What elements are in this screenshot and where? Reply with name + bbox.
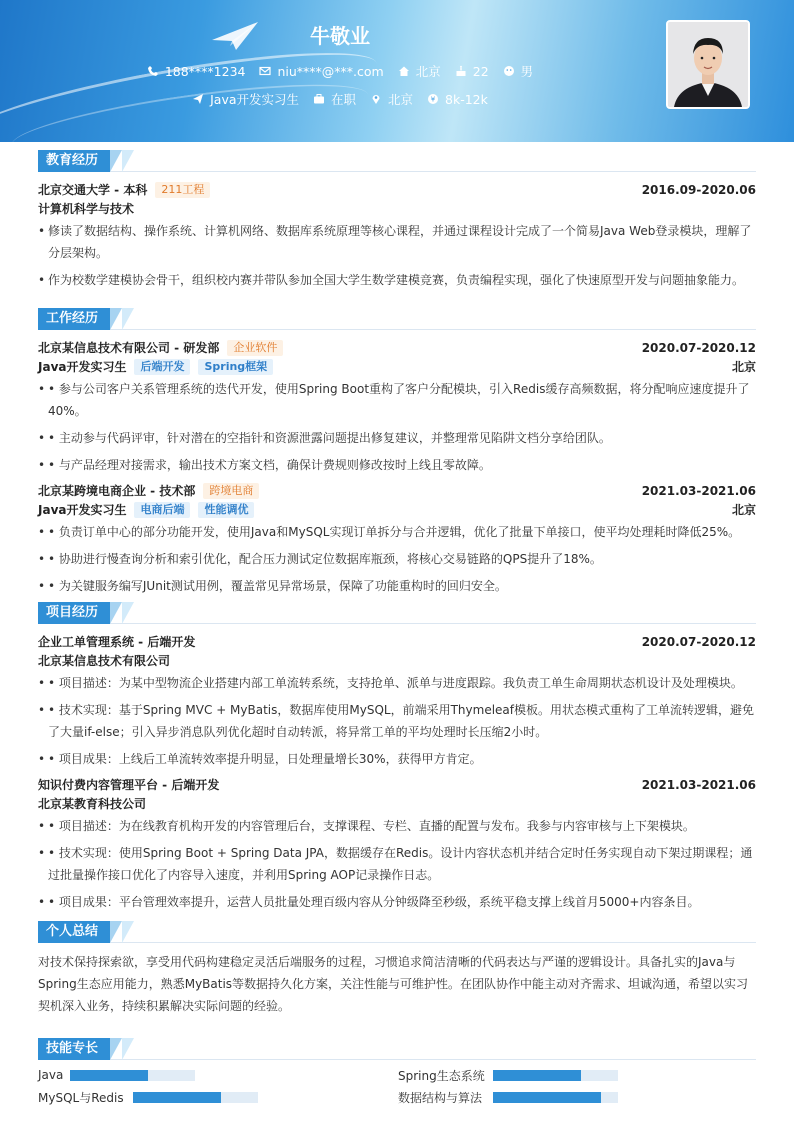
skill-bar [133, 1092, 258, 1103]
home-text: 北京 [415, 64, 441, 79]
avatar [668, 22, 748, 107]
project-date: 2021.03-2021.06 [641, 777, 756, 792]
company-name: 北京某信息技术有限公司 - 研发部 [38, 341, 220, 355]
project-bullets [38, 815, 756, 913]
skill-bar-fill [70, 1070, 148, 1081]
project-name-row [38, 632, 756, 651]
skill-bar [70, 1070, 195, 1081]
project-entry [38, 775, 756, 913]
skill-name: MySQL与Redis [38, 1090, 124, 1105]
list-item: • • 为关键服务编写JUnit测试用例，覆盖常见异常场景，保障了功能重构时的回归安全。 [38, 575, 756, 597]
list-item: • • 项目成果：平台管理效率提升，运营人员批量处理百级内容从分钟级降至秒级，系统平稳支撑上线首月5000+内容条目。 [38, 891, 756, 913]
job-date: 2020.07-2020.12 [641, 340, 756, 355]
skill-bar [493, 1070, 618, 1081]
work-section [38, 308, 756, 602]
gender-text: 男 [520, 64, 534, 79]
company-tag: 企业软件 [227, 340, 283, 356]
location-icon [370, 93, 382, 105]
section-title: 工作经历 [38, 308, 110, 330]
title-decoration [122, 150, 134, 172]
job-date: 2021.03-2021.06 [641, 483, 756, 498]
contact-info-row [0, 62, 680, 80]
briefcase-icon [313, 93, 325, 105]
phone-info [147, 62, 246, 80]
skills-section [38, 1038, 756, 1104]
section-header [38, 602, 756, 624]
job-company-row [38, 481, 756, 500]
job-tag: 电商后端 [134, 502, 190, 518]
major-row [38, 199, 756, 218]
salary-text: 8k-12k [445, 91, 488, 107]
divider [38, 942, 756, 943]
summary-text: 对技术保持探索欲，享受用代码构建稳定灵活后端服务的过程，习惯追求简洁清晰的代码表达与严谨的逻辑设计。具备扎实的Java与Spring生态应用能力，熟悉MyBatis等数据持久化方案，关注性能与可维护性。在团队协作中能主动对齐需求、坦诚沟通，希望以实习契机深入业务，持续积累解决实际问题的经验。 [38, 955, 749, 1013]
job-position-row [38, 500, 756, 519]
phone-icon [147, 65, 159, 77]
candidate-name: 牛敬业 [310, 24, 370, 48]
list-item: • • 主动参与代码评审，针对潜在的空指针和资源泄露问题提出修复建议，并整理常见陷阱文档分享给团队。 [38, 427, 756, 449]
title-decoration [122, 1038, 134, 1060]
title-decoration [110, 308, 122, 330]
skill-name: Spring生态系统 [398, 1068, 485, 1083]
list-item: • • 参与公司客户关系管理系统的迭代开发，使用Spring Boot重构了客户分配模块，引入Redis缓存高频数据，将分配响应速度提升了40%。 [38, 378, 756, 422]
project-bullets [38, 672, 756, 770]
list-item: • 修读了数据结构、操作系统、计算机网络、数据库系统原理等核心课程，并通过课程设计完成了一个简易Java Web登录模块，理解了分层架构。 [38, 220, 756, 264]
section-title: 个人总结 [38, 921, 110, 943]
city-info [370, 90, 413, 108]
job-bullets [38, 521, 756, 597]
job-tag: 后端开发 [134, 359, 190, 375]
send-icon [192, 93, 204, 105]
school-tag: 211工程 [155, 182, 210, 198]
status-text: 在职 [331, 92, 357, 107]
skill-bar-fill [133, 1092, 221, 1103]
skill-bar [493, 1092, 618, 1103]
project-entry [38, 632, 756, 770]
list-item: • • 负责订单中心的部分功能开发，使用Java和MySQL实现订单拆分与合并逻辑，优化了批量下单接口，使平均处理耗时降低25%。 [38, 521, 756, 543]
position-text: Java开发实习生 [210, 92, 299, 107]
title-decoration [110, 602, 122, 624]
project-name: 企业工单管理系统 - 后端开发 [38, 635, 196, 649]
email-text: niu****@***.com [277, 63, 384, 79]
job-tag: Spring框架 [198, 359, 273, 375]
title-decoration [122, 602, 134, 624]
job-position: Java开发实习生 [38, 503, 127, 517]
company-tag: 跨境电商 [203, 483, 259, 499]
education-section [38, 150, 756, 296]
project-name-row [38, 775, 756, 794]
job-bullets [38, 378, 756, 476]
section-title: 项目经历 [38, 602, 110, 624]
list-item: • • 协助进行慢查询分析和索引优化，配合压力测试定位数据库瓶颈，将核心交易链路的QPS提升了18%。 [38, 548, 756, 570]
profile-photo [666, 20, 750, 109]
job-intention-row [0, 90, 680, 108]
project-org: 北京某信息技术有限公司 [38, 654, 171, 668]
project-org: 北京某教育科技公司 [38, 797, 147, 811]
list-item: • • 项目成果：上线后工单流转效率提升明显，日处理量增长30%，获得甲方肯定。 [38, 748, 756, 770]
project-date: 2020.07-2020.12 [641, 634, 756, 649]
projects-section [38, 602, 756, 918]
home-info [398, 62, 441, 80]
email-info [259, 62, 383, 80]
phone-text: 188****1234 [164, 63, 246, 79]
skill-bar-fill [493, 1092, 601, 1103]
money-icon [427, 93, 439, 105]
project-org-row [38, 794, 756, 813]
divider [38, 171, 756, 172]
age-text: 22 [472, 63, 489, 79]
section-title: 教育经历 [38, 150, 110, 172]
section-header [38, 150, 756, 172]
major-name: 计算机科学与技术 [38, 202, 135, 216]
job-entry [38, 481, 756, 597]
project-name: 知识付费内容管理平台 - 后端开发 [38, 778, 220, 792]
education-row [38, 180, 756, 199]
list-item: • • 技术实现：使用Spring Boot + Spring Data JPA，数据缓存在Redis。设计内容状态机并结合定时任务实现自动下架过期课程；通过批量操作接口优化了内容导入速度，并利用Spring AOP记录操作日志。 [38, 842, 756, 886]
divider [38, 1059, 756, 1060]
list-item: • • 项目描述：为某中型物流企业搭建内部工单流转系统，支持抢单、派单与进度跟踪。我负责工单生命周期状态机设计及处理模块。 [38, 672, 756, 694]
resume-header [0, 0, 794, 142]
education-date: 2016.09-2020.06 [641, 182, 756, 197]
title-decoration [122, 921, 134, 943]
job-position-row [38, 357, 756, 376]
company-name: 北京某跨境电商企业 - 技术部 [38, 484, 196, 498]
project-org-row [38, 651, 756, 670]
list-item: • • 项目描述：为在线教育机构开发的内容管理后台，支撑课程、专栏、直播的配置与发布。我参与内容审核与上下架模块。 [38, 815, 756, 837]
position-info [192, 90, 299, 108]
skill-item [398, 1090, 756, 1104]
age-info [455, 62, 489, 80]
job-company-row [38, 338, 756, 357]
job-position: Java开发实习生 [38, 360, 127, 374]
list-item: • • 与产品经理对接需求，输出技术方案文档，确保计费规则修改按时上线且零故障。 [38, 454, 756, 476]
skill-item [38, 1068, 398, 1082]
job-city: 北京 [731, 360, 756, 374]
svg-text:¥: ¥ [430, 95, 436, 104]
section-header [38, 921, 756, 943]
section-title: 技能专长 [38, 1038, 110, 1060]
home-icon [398, 65, 410, 77]
salary-info [427, 90, 488, 108]
school-name: 北京交通大学 - 本科 [38, 183, 148, 197]
list-item: • • 技术实现：基于Spring MVC + MyBatis，数据库使用MySQL，前端采用Thymeleaf模板。用状态模式重构了工单流转逻辑，避免了大量if-else；引入异步消息队列优化超时自动转派，将异常工单的平均处理时长压缩2小时。 [38, 699, 756, 743]
summary-section [38, 921, 756, 1017]
skill-name: Java [38, 1068, 64, 1082]
education-bullets [38, 220, 756, 291]
status-info [313, 90, 356, 108]
divider [38, 329, 756, 330]
title-decoration [122, 308, 134, 330]
gender-icon [503, 65, 515, 77]
section-header [38, 1038, 756, 1060]
gender-info [503, 62, 534, 80]
job-entry [38, 338, 756, 476]
mail-icon [259, 65, 271, 77]
job-city: 北京 [731, 503, 756, 517]
skill-item [38, 1090, 398, 1104]
title-decoration [110, 1038, 122, 1060]
list-item: • 作为校数学建模协会骨干，组织校内赛并带队参加全国大学生数学建模竞赛，负责编程实现，强化了快速原型开发与问题抽象能力。 [38, 269, 756, 291]
skills-grid [38, 1068, 756, 1104]
divider [38, 623, 756, 624]
job-tag: 性能调优 [198, 502, 254, 518]
city-text: 北京 [388, 92, 414, 107]
title-decoration [110, 150, 122, 172]
title-decoration [110, 921, 122, 943]
section-header [38, 308, 756, 330]
skill-item [398, 1068, 756, 1082]
cake-icon [455, 65, 467, 77]
skill-name: 数据结构与算法 [398, 1090, 483, 1105]
skill-bar-fill [493, 1070, 581, 1081]
